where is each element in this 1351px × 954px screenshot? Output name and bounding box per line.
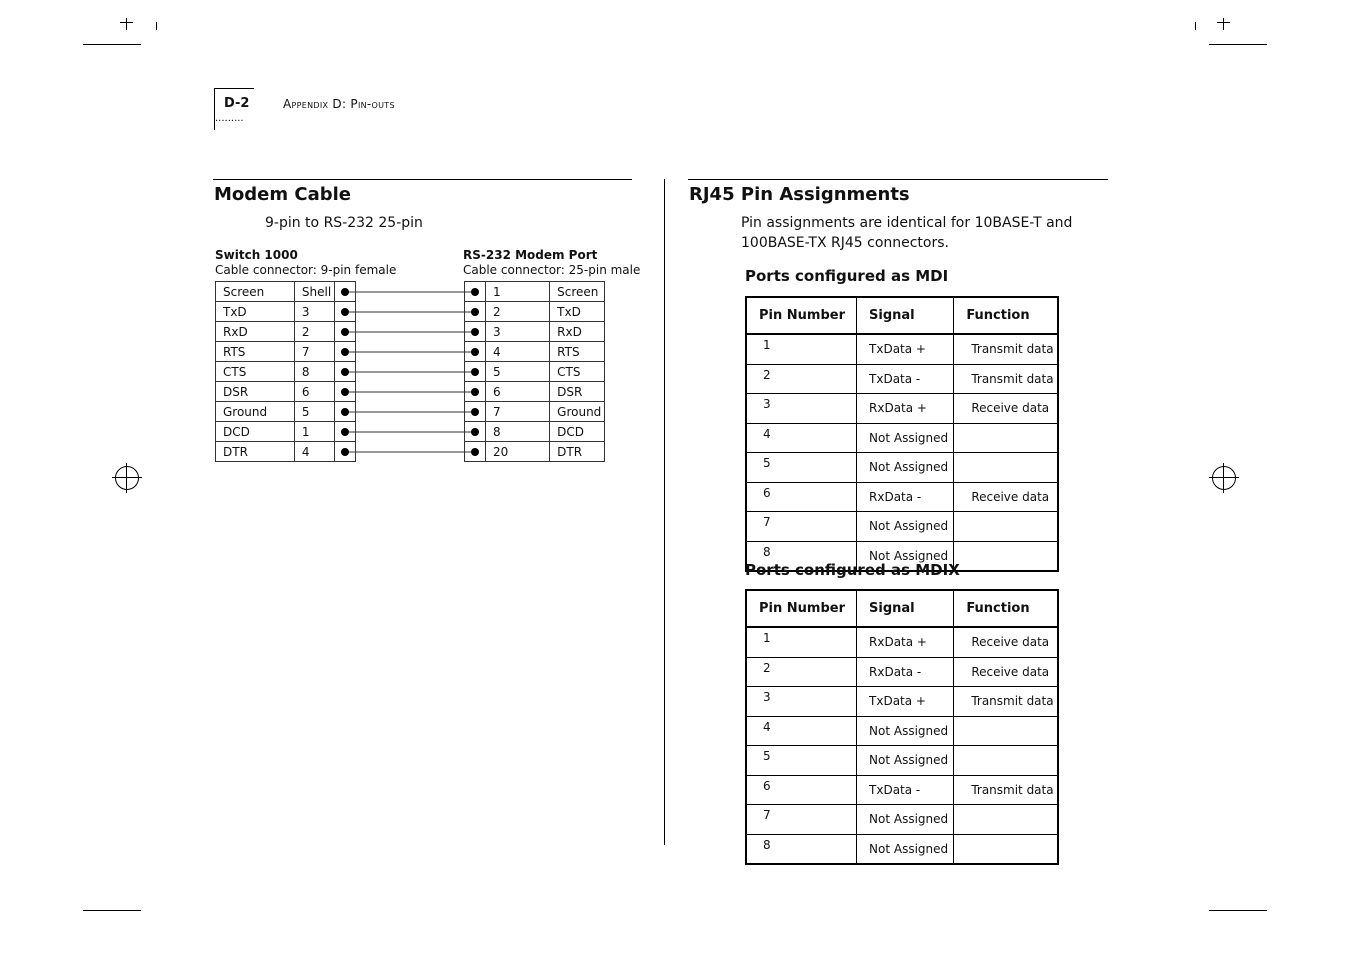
function-cell xyxy=(954,453,1058,483)
function-cell: Transmit data xyxy=(954,364,1058,394)
function-cell xyxy=(954,805,1058,835)
page-number: D-2 xyxy=(224,96,250,111)
signal-cell: DSR xyxy=(216,382,295,402)
pin-cell: 4 xyxy=(486,342,550,362)
section-rule xyxy=(688,179,1108,180)
pin-cell: 3 xyxy=(746,394,857,424)
pin-cell: 7 xyxy=(746,512,857,542)
table-row xyxy=(746,423,1058,453)
crop-mark xyxy=(83,910,141,911)
pin-cell: 6 xyxy=(746,482,857,512)
function-cell: Transmit data xyxy=(954,687,1058,717)
contact-dot xyxy=(341,328,349,336)
pin-cell: 5 xyxy=(294,402,334,422)
table-row xyxy=(746,775,1058,805)
pin-cell: 3 xyxy=(486,322,550,342)
signal-cell: TxD xyxy=(216,302,295,322)
table-row xyxy=(746,364,1058,394)
right-connector-name: RS-232 Modem Port xyxy=(463,248,598,262)
function-cell xyxy=(954,834,1058,864)
signal-cell: TxData + xyxy=(857,687,954,717)
contact-dot xyxy=(471,368,479,376)
table-row xyxy=(746,805,1058,835)
pin-cell: 1 xyxy=(746,334,857,364)
modem-cable-title: Modem Cable xyxy=(214,184,352,205)
table-row xyxy=(746,512,1058,542)
contact-dot xyxy=(341,448,349,456)
contact-dot xyxy=(471,408,479,416)
pin-cell: 1 xyxy=(746,627,857,657)
pin-cell: 4 xyxy=(746,716,857,746)
contact-dot xyxy=(471,348,479,356)
crop-mark xyxy=(1195,22,1196,30)
pin-cell: 8 xyxy=(294,362,334,382)
function-cell xyxy=(954,541,1058,571)
pin-cell: 5 xyxy=(746,453,857,483)
signal-cell: CTS xyxy=(550,362,605,382)
contact-dot xyxy=(471,448,479,456)
table-row xyxy=(746,394,1058,424)
contact-dot xyxy=(471,288,479,296)
column-divider xyxy=(664,179,665,845)
signal-cell: RxD xyxy=(216,322,295,342)
pin-cell: 3 xyxy=(294,302,334,322)
signal-cell: DCD xyxy=(550,422,605,442)
pin-cell: 6 xyxy=(294,382,334,402)
left-connector-name: Switch 1000 xyxy=(215,248,298,262)
signal-cell: Not Assigned xyxy=(857,423,954,453)
pin-cell: 7 xyxy=(746,805,857,835)
signal-cell: Ground xyxy=(550,402,605,422)
crop-mark xyxy=(1209,44,1267,45)
pin-cell: 2 xyxy=(746,364,857,394)
rj45-intro: Pin assignments are identical for 10BASE-T and 100BASE-TX RJ45 connectors. xyxy=(741,215,1073,251)
function-cell xyxy=(954,716,1058,746)
contact-dot xyxy=(341,428,349,436)
contact-dot xyxy=(471,388,479,396)
pin-cell: 2 xyxy=(746,657,857,687)
pin-cell: 8 xyxy=(746,834,857,864)
table-row xyxy=(746,334,1058,364)
column-header: Pin Number xyxy=(746,297,857,334)
crop-mark xyxy=(120,22,133,23)
crop-mark xyxy=(126,18,127,30)
contact-dot xyxy=(341,348,349,356)
signal-cell: RxData - xyxy=(857,482,954,512)
wiring-diagram xyxy=(330,281,500,466)
mdix-title: Ports configured as MDIX xyxy=(745,561,960,579)
signal-cell: Not Assigned xyxy=(857,512,954,542)
pin-cell: 3 xyxy=(746,687,857,717)
signal-cell: Not Assigned xyxy=(857,746,954,776)
signal-cell: Not Assigned xyxy=(857,716,954,746)
function-cell: Receive data xyxy=(954,657,1058,687)
function-cell: Receive data xyxy=(954,394,1058,424)
mdix-table xyxy=(745,589,1059,865)
column-header: Signal xyxy=(857,590,954,627)
signal-cell: RTS xyxy=(550,342,605,362)
pin-cell: 2 xyxy=(486,302,550,322)
crop-mark xyxy=(156,22,157,30)
signal-cell: RxData + xyxy=(857,627,954,657)
signal-cell: DCD xyxy=(216,422,295,442)
contact-dot xyxy=(341,368,349,376)
function-cell: Transmit data xyxy=(954,334,1058,364)
table-row xyxy=(746,834,1058,864)
function-cell: Receive data xyxy=(954,482,1058,512)
contact-dot xyxy=(471,308,479,316)
signal-cell: RxData - xyxy=(857,657,954,687)
table-row xyxy=(746,746,1058,776)
signal-cell: TxData - xyxy=(857,364,954,394)
signal-cell: TxData - xyxy=(857,775,954,805)
function-cell xyxy=(954,512,1058,542)
mdi-table xyxy=(745,296,1059,572)
pin-cell: 5 xyxy=(486,362,550,382)
left-connector-header xyxy=(215,248,396,278)
signal-cell: TxD xyxy=(550,302,605,322)
contact-dot xyxy=(341,388,349,396)
pin-cell: 8 xyxy=(486,422,550,442)
registration-mark-icon xyxy=(126,463,127,493)
signal-cell: CTS xyxy=(216,362,295,382)
crop-mark xyxy=(1217,22,1230,23)
pin-cell: 6 xyxy=(746,775,857,805)
pin-cell: 20 xyxy=(486,442,550,462)
registration-mark-icon xyxy=(1223,463,1224,493)
rj45-title: RJ45 Pin Assignments xyxy=(689,184,910,205)
signal-cell: Not Assigned xyxy=(857,805,954,835)
contact-dot xyxy=(341,408,349,416)
pin-cell: 1 xyxy=(486,282,550,302)
pin-cell: 7 xyxy=(486,402,550,422)
right-connector-header xyxy=(463,248,640,278)
pin-cell: Shell xyxy=(294,282,334,302)
function-cell: Transmit data xyxy=(954,775,1058,805)
registration-mark-icon xyxy=(1212,466,1236,490)
pin-cell: 4 xyxy=(746,423,857,453)
signal-cell: Not Assigned xyxy=(857,541,954,571)
modem-cable-subtitle: 9-pin to RS-232 25-pin xyxy=(265,215,423,231)
table-row xyxy=(746,716,1058,746)
table-row xyxy=(746,453,1058,483)
column-header: Pin Number xyxy=(746,590,857,627)
signal-cell: DSR xyxy=(550,382,605,402)
contact-dot xyxy=(341,288,349,296)
pin-cell: 2 xyxy=(294,322,334,342)
contact-dot xyxy=(341,308,349,316)
signal-cell: Ground xyxy=(216,402,295,422)
table-row xyxy=(746,627,1058,657)
crop-mark xyxy=(83,44,141,45)
function-cell xyxy=(954,746,1058,776)
signal-cell: DTR xyxy=(216,442,295,462)
signal-cell: RxD xyxy=(550,322,605,342)
pin-cell: 7 xyxy=(294,342,334,362)
signal-cell: Screen xyxy=(550,282,605,302)
crop-mark xyxy=(1223,18,1224,30)
registration-mark-icon xyxy=(112,477,142,478)
left-connector-desc: Cable connector: 9-pin female xyxy=(215,263,397,277)
function-cell: Receive data xyxy=(954,627,1058,657)
signal-cell: Screen xyxy=(216,282,295,302)
mdi-title: Ports configured as MDI xyxy=(745,267,949,285)
signal-cell: Not Assigned xyxy=(857,834,954,864)
signal-cell: RxData + xyxy=(857,394,954,424)
contact-dot xyxy=(471,328,479,336)
running-head: Appendix D: Pin-outs xyxy=(283,97,395,111)
column-header: Signal xyxy=(857,297,954,334)
table-row xyxy=(746,687,1058,717)
table-row xyxy=(746,482,1058,512)
page-number-box xyxy=(214,88,254,89)
column-header: Function xyxy=(954,297,1058,334)
pin-cell: 1 xyxy=(294,422,334,442)
signal-cell: Not Assigned xyxy=(857,453,954,483)
page-dots: ········· xyxy=(215,116,244,127)
pin-cell: 5 xyxy=(746,746,857,776)
table-row xyxy=(746,657,1058,687)
function-cell xyxy=(954,423,1058,453)
contact-dot xyxy=(471,428,479,436)
signal-cell: DTR xyxy=(550,442,605,462)
signal-cell: TxData + xyxy=(857,334,954,364)
signal-cell: RTS xyxy=(216,342,295,362)
crop-mark xyxy=(1209,910,1267,911)
column-header: Function xyxy=(954,590,1058,627)
pin-cell: 4 xyxy=(294,442,334,462)
right-connector-desc: Cable connector: 25-pin male xyxy=(463,263,641,277)
pin-cell: 8 xyxy=(746,541,857,571)
section-rule xyxy=(213,179,632,180)
registration-mark-icon xyxy=(1209,477,1239,478)
pin-cell: 6 xyxy=(486,382,550,402)
registration-mark-icon xyxy=(115,466,139,490)
